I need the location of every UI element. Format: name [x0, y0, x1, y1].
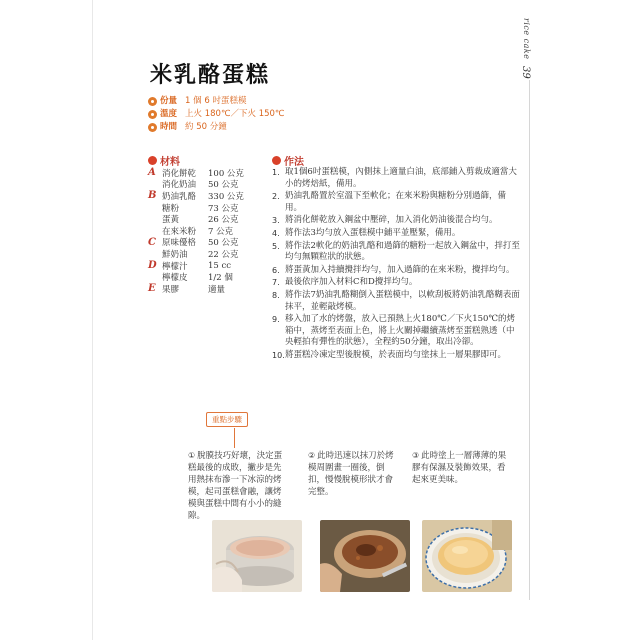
bullet-icon — [148, 97, 157, 106]
ingredient-group: A — [148, 167, 156, 179]
ingredient-row — [148, 190, 268, 202]
tip-number: ① — [188, 451, 196, 460]
bullet-icon — [148, 110, 157, 119]
ingredient-row — [148, 260, 268, 272]
step-number: 10. — [272, 350, 285, 360]
ingredient-name: 檸檬皮 — [162, 273, 188, 284]
ingredient-row — [148, 167, 268, 179]
ingredients-list — [148, 167, 268, 295]
key-steps-connector — [234, 428, 235, 448]
page-number: 39 — [520, 66, 531, 79]
step-number: 3. — [272, 216, 280, 226]
ingredient-row — [148, 225, 268, 237]
tip-number: ③ — [412, 451, 420, 460]
step-number: 8. — [272, 290, 280, 300]
step-text: 將消化餅乾放入鋼盆中壓碎，加入消化奶油後混合均勻。 — [285, 215, 498, 226]
ingredient-name: 原味優格 — [162, 238, 197, 249]
method-heading — [272, 153, 304, 168]
ingredient-row — [148, 213, 268, 225]
ingredient-qty: 適量 — [208, 284, 226, 295]
step-text: 將作法2軟化的奶油乳酪和過篩的糖粉一起放入鋼盆中，拌打至均勻無顆粒狀的狀態。 — [285, 240, 520, 263]
ingredient-name: 蛋黃 — [162, 215, 180, 226]
step-text: 最後依序加入材料C和D攪拌均勻。 — [285, 277, 418, 288]
recipe-meta — [148, 95, 284, 134]
ingredient-qty: 22 公克 — [208, 249, 239, 260]
ingredient-qty: 330 公克 — [208, 191, 244, 202]
ingredient-qty: 73 公克 — [208, 203, 239, 214]
ingredient-qty: 15 cc — [208, 260, 232, 271]
ingredient-row — [148, 271, 268, 283]
method-steps — [272, 167, 522, 363]
ingredient-qty: 1/2 個 — [208, 273, 233, 284]
ingredients-heading — [148, 153, 180, 168]
ingredient-row — [148, 237, 268, 249]
bullet-icon — [148, 123, 157, 132]
ingredient-name: 消化餅乾 — [162, 168, 197, 179]
ingredient-group: C — [148, 236, 156, 248]
ingredient-row — [148, 283, 268, 295]
step-number: 2. — [272, 192, 280, 202]
step-number: 6. — [272, 265, 280, 275]
meta-key: 份量 — [160, 96, 178, 106]
step-text: 將作法3均勻放入蛋糕模中鋪平並壓緊，備用。 — [285, 227, 461, 238]
step-number: 9. — [272, 315, 280, 325]
side-tab — [518, 18, 544, 88]
ingredient-name: 鮮奶油 — [162, 249, 188, 260]
meta-row-time — [148, 121, 284, 134]
side-rule — [529, 80, 530, 600]
method-step — [272, 191, 522, 214]
ingredient-qty: 26 公克 — [208, 215, 239, 226]
ingredient-qty: 50 公克 — [208, 238, 239, 249]
meta-key: 溫度 — [160, 109, 178, 119]
ingredient-name: 奶油乳酪 — [162, 191, 197, 202]
key-steps-label: 重點步驟 — [206, 412, 248, 427]
meta-key: 時間 — [160, 122, 178, 132]
meta-row-temperature — [148, 108, 284, 121]
ingredient-row — [148, 248, 268, 260]
step-number: 1. — [272, 168, 280, 177]
step-text: 將蛋黃加入持續攪拌均勻，加入過篩的在來米粉，攪拌均勻。 — [285, 264, 515, 275]
photo-knife-around-mold — [320, 520, 410, 592]
method-step — [272, 350, 522, 362]
key-tip-2 — [308, 450, 400, 498]
side-tab-text: rice cake — [522, 18, 531, 60]
ingredient-row — [148, 179, 268, 191]
method-step — [272, 277, 522, 289]
step-text: 將作法7奶油乳酪糊倒入蛋糕模中，以軟刮板將奶油乳酪糊表面抹平，並輕敲烤模。 — [285, 289, 520, 312]
ingredient-name: 果膠 — [162, 284, 180, 295]
photo-glazed-cake — [422, 520, 512, 592]
tip-text: 脫膜技巧好壞，決定蛋糕最後的成敗，撇步是先用熱抹布滲一下冰涼的烤模，起司蛋糕會融，讓烤模與蛋糕中間有小小的縫隙。 — [188, 451, 283, 521]
ingredient-group: D — [148, 260, 157, 272]
ingredient-name: 消化奶油 — [162, 180, 197, 191]
ingredient-group: B — [148, 190, 157, 202]
method-step — [272, 228, 522, 240]
ingredient-qty: 100 公克 — [208, 168, 244, 179]
page-gutter — [92, 0, 93, 640]
key-steps-section — [150, 410, 520, 605]
method-step — [272, 265, 522, 277]
key-tip-1 — [188, 450, 288, 522]
tip-number: ② — [308, 451, 316, 460]
meta-value: 約 50 分鐘 — [185, 122, 227, 132]
ingredient-qty: 7 公克 — [208, 226, 234, 237]
ingredient-row — [148, 202, 268, 214]
step-text: 將蛋糕冷凍定型後脫模，於表面均勻塗抹上一層果膠即可。 — [285, 349, 507, 360]
meta-row-portion — [148, 95, 284, 108]
tip-text: 此時迅速以抹刀於烤模周圍畫一圈後，倒扣，慢慢脫模形狀才會完整。 — [308, 451, 394, 497]
step-text: 取1個6吋蛋糕模，內側抹上適量白油，底部鋪入剪裁成適當大小的烤焙紙，備用。 — [285, 167, 517, 189]
page-title: 米乳酪蛋糕 — [150, 63, 271, 88]
tip-text: 此時塗上一層薄薄的果膠有保濕及裝飾效果，看起來更美味。 — [412, 451, 507, 485]
method-heading-text: 作法 — [284, 157, 304, 168]
method-step — [272, 290, 522, 313]
step-number: 7. — [272, 278, 280, 288]
step-number: 5. — [272, 241, 280, 251]
step-text: 奶油乳酪置於室溫下至軟化；在來米粉與糖粉分別過篩，備用。 — [285, 191, 507, 213]
step-number: 4. — [272, 228, 280, 238]
section-dot-icon — [148, 156, 157, 165]
ingredient-name: 在來米粉 — [162, 226, 197, 237]
method-step — [272, 215, 522, 227]
ingredients-heading-text: 材料 — [160, 157, 180, 168]
ingredient-group: E — [148, 283, 156, 295]
section-dot-icon — [272, 156, 281, 165]
meta-value: 1 個 6 吋蛋糕模 — [185, 96, 247, 106]
method-step — [272, 167, 522, 190]
ingredient-qty: 50 公克 — [208, 180, 239, 191]
step-text: 移入加了水的烤盤，放入已預熱上火180℃／下火150℃的烤箱中，蒸烤至表面上色，將上火關掉繼續蒸烤至蛋糕熟透（中央輕拍有彈性的狀態），全程約50分鐘，取出冷卻。 — [285, 314, 515, 348]
key-tip-3 — [412, 450, 508, 486]
photo-unmold-wipe — [212, 520, 302, 592]
meta-value: 上火 180℃／下火 150℃ — [185, 109, 285, 119]
ingredient-name: 糖粉 — [162, 203, 180, 214]
ingredient-name: 檸檬汁 — [162, 261, 188, 272]
method-step — [272, 314, 522, 349]
method-step — [272, 241, 522, 264]
